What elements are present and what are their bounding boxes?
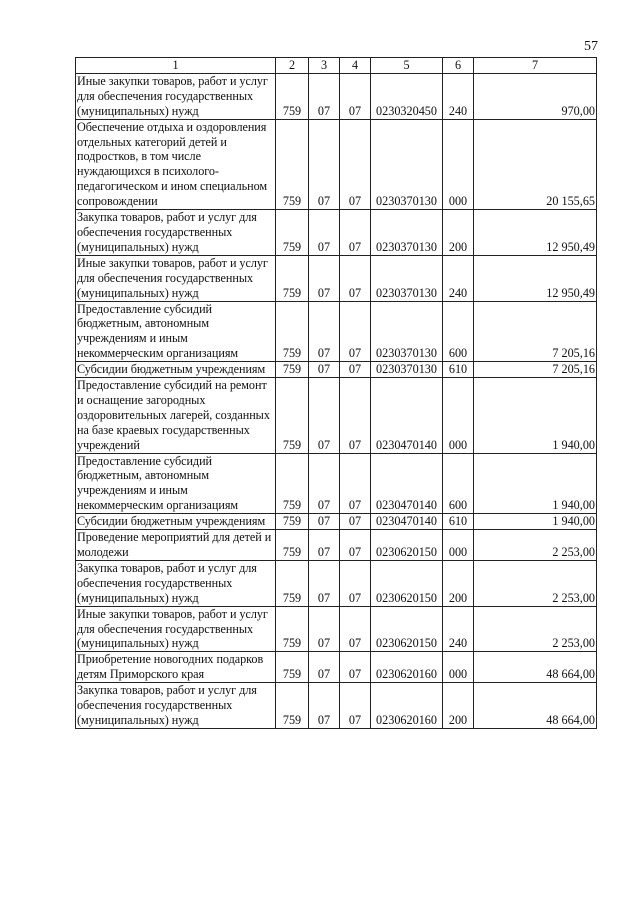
row-name-cell: Иные закупки товаров, работ и услуг для обеспечения государственных (муниципальных) нужд xyxy=(76,606,276,652)
row-admin-code-cell: 759 xyxy=(276,378,309,454)
row-name-cell: Субсидии бюджетным учреждениям xyxy=(76,362,276,378)
row-section-cell: 07 xyxy=(309,362,340,378)
row-subsection-cell: 07 xyxy=(340,255,371,301)
row-target-article-cell: 0230370130 xyxy=(371,119,443,209)
row-target-article-cell: 0230370130 xyxy=(371,362,443,378)
row-amount-cell: 970,00 xyxy=(474,73,597,119)
row-subsection-cell: 07 xyxy=(340,453,371,514)
row-admin-code-cell: 759 xyxy=(276,210,309,256)
table-row xyxy=(76,514,597,530)
row-admin-code-cell: 759 xyxy=(276,606,309,652)
row-expense-type-cell: 240 xyxy=(443,606,474,652)
row-section-cell: 07 xyxy=(309,301,340,362)
row-amount-cell: 2 253,00 xyxy=(474,560,597,606)
table-row xyxy=(76,530,597,561)
column-header: 3 xyxy=(309,58,340,74)
row-name-cell: Предоставление субсидий на ремонт и оснащение загородных оздоровительных лагерей, созданных на базе краевых государственных учреждений xyxy=(76,378,276,454)
column-header: 5 xyxy=(371,58,443,74)
table-header-row xyxy=(76,58,597,74)
row-name-cell: Закупка товаров, работ и услуг для обеспечения государственных (муниципальных) нужд xyxy=(76,560,276,606)
row-section-cell: 07 xyxy=(309,255,340,301)
budget-table xyxy=(75,57,597,729)
row-expense-type-cell: 000 xyxy=(443,119,474,209)
row-name-cell: Закупка товаров, работ и услуг для обеспечения государственных (муниципальных) нужд xyxy=(76,683,276,729)
row-expense-type-cell: 000 xyxy=(443,530,474,561)
table-row xyxy=(76,255,597,301)
row-name-cell: Иные закупки товаров, работ и услуг для обеспечения государственных (муниципальных) нужд xyxy=(76,73,276,119)
table-row xyxy=(76,453,597,514)
page-number: 57 xyxy=(584,39,598,54)
table-row xyxy=(76,652,597,683)
table-row xyxy=(76,210,597,256)
row-section-cell: 07 xyxy=(309,453,340,514)
table-row xyxy=(76,119,597,209)
row-name-cell: Обеспечение отдыха и оздоровления отдельных категорий детей и подростков, в том числе нуждающихся в психолого-педагогическом и ином специальном сопровождении xyxy=(76,119,276,209)
row-name-cell: Предоставление субсидий бюджетным, автономным учреждениям и иным некоммерческим организациям xyxy=(76,453,276,514)
row-subsection-cell: 07 xyxy=(340,560,371,606)
row-amount-cell: 7 205,16 xyxy=(474,301,597,362)
row-name-cell: Предоставление субсидий бюджетным, автономным учреждениям и иным некоммерческим организациям xyxy=(76,301,276,362)
row-target-article-cell: 0230620160 xyxy=(371,683,443,729)
row-expense-type-cell: 200 xyxy=(443,210,474,256)
row-section-cell: 07 xyxy=(309,119,340,209)
column-header: 1 xyxy=(76,58,276,74)
row-target-article-cell: 0230470140 xyxy=(371,378,443,454)
row-name-cell: Проведение мероприятий для детей и молодежи xyxy=(76,530,276,561)
table-row xyxy=(76,362,597,378)
row-amount-cell: 2 253,00 xyxy=(474,530,597,561)
row-name-cell: Закупка товаров, работ и услуг для обеспечения государственных (муниципальных) нужд xyxy=(76,210,276,256)
row-admin-code-cell: 759 xyxy=(276,652,309,683)
row-subsection-cell: 07 xyxy=(340,362,371,378)
row-name-cell: Иные закупки товаров, работ и услуг для обеспечения государственных (муниципальных) нужд xyxy=(76,255,276,301)
table-row xyxy=(76,683,597,729)
row-subsection-cell: 07 xyxy=(340,652,371,683)
row-admin-code-cell: 759 xyxy=(276,73,309,119)
row-admin-code-cell: 759 xyxy=(276,453,309,514)
row-expense-type-cell: 610 xyxy=(443,514,474,530)
row-amount-cell: 1 940,00 xyxy=(474,453,597,514)
row-target-article-cell: 0230620150 xyxy=(371,530,443,561)
row-admin-code-cell: 759 xyxy=(276,301,309,362)
row-section-cell: 07 xyxy=(309,606,340,652)
row-amount-cell: 20 155,65 xyxy=(474,119,597,209)
column-header: 4 xyxy=(340,58,371,74)
row-section-cell: 07 xyxy=(309,530,340,561)
row-admin-code-cell: 759 xyxy=(276,362,309,378)
row-section-cell: 07 xyxy=(309,652,340,683)
column-header: 7 xyxy=(474,58,597,74)
row-name-cell: Приобретение новогодних подарков детям Приморского края xyxy=(76,652,276,683)
row-admin-code-cell: 759 xyxy=(276,560,309,606)
table-row xyxy=(76,606,597,652)
row-section-cell: 07 xyxy=(309,73,340,119)
row-subsection-cell: 07 xyxy=(340,210,371,256)
row-section-cell: 07 xyxy=(309,683,340,729)
row-amount-cell: 1 940,00 xyxy=(474,378,597,454)
row-subsection-cell: 07 xyxy=(340,514,371,530)
row-section-cell: 07 xyxy=(309,378,340,454)
row-subsection-cell: 07 xyxy=(340,73,371,119)
column-header: 6 xyxy=(443,58,474,74)
row-target-article-cell: 0230620150 xyxy=(371,560,443,606)
row-target-article-cell: 0230620160 xyxy=(371,652,443,683)
row-expense-type-cell: 200 xyxy=(443,683,474,729)
row-target-article-cell: 0230620150 xyxy=(371,606,443,652)
row-admin-code-cell: 759 xyxy=(276,255,309,301)
row-target-article-cell: 0230370130 xyxy=(371,255,443,301)
row-section-cell: 07 xyxy=(309,210,340,256)
row-subsection-cell: 07 xyxy=(340,606,371,652)
row-subsection-cell: 07 xyxy=(340,378,371,454)
row-subsection-cell: 07 xyxy=(340,301,371,362)
row-subsection-cell: 07 xyxy=(340,683,371,729)
row-amount-cell: 12 950,49 xyxy=(474,210,597,256)
row-amount-cell: 1 940,00 xyxy=(474,514,597,530)
row-admin-code-cell: 759 xyxy=(276,514,309,530)
row-amount-cell: 48 664,00 xyxy=(474,683,597,729)
row-target-article-cell: 0230370130 xyxy=(371,210,443,256)
row-expense-type-cell: 610 xyxy=(443,362,474,378)
table-row xyxy=(76,378,597,454)
row-target-article-cell: 0230370130 xyxy=(371,301,443,362)
table-row xyxy=(76,560,597,606)
row-amount-cell: 12 950,49 xyxy=(474,255,597,301)
table-row xyxy=(76,73,597,119)
row-amount-cell: 48 664,00 xyxy=(474,652,597,683)
row-expense-type-cell: 200 xyxy=(443,560,474,606)
table-row xyxy=(76,301,597,362)
column-header: 2 xyxy=(276,58,309,74)
row-name-cell: Субсидии бюджетным учреждениям xyxy=(76,514,276,530)
row-amount-cell: 2 253,00 xyxy=(474,606,597,652)
row-subsection-cell: 07 xyxy=(340,119,371,209)
row-admin-code-cell: 759 xyxy=(276,530,309,561)
row-target-article-cell: 0230320450 xyxy=(371,73,443,119)
row-expense-type-cell: 000 xyxy=(443,652,474,683)
row-section-cell: 07 xyxy=(309,560,340,606)
row-expense-type-cell: 240 xyxy=(443,255,474,301)
row-expense-type-cell: 600 xyxy=(443,453,474,514)
row-admin-code-cell: 759 xyxy=(276,683,309,729)
row-subsection-cell: 07 xyxy=(340,530,371,561)
row-target-article-cell: 0230470140 xyxy=(371,514,443,530)
row-amount-cell: 7 205,16 xyxy=(474,362,597,378)
row-section-cell: 07 xyxy=(309,514,340,530)
row-admin-code-cell: 759 xyxy=(276,119,309,209)
row-expense-type-cell: 000 xyxy=(443,378,474,454)
row-expense-type-cell: 600 xyxy=(443,301,474,362)
row-expense-type-cell: 240 xyxy=(443,73,474,119)
row-target-article-cell: 0230470140 xyxy=(371,453,443,514)
